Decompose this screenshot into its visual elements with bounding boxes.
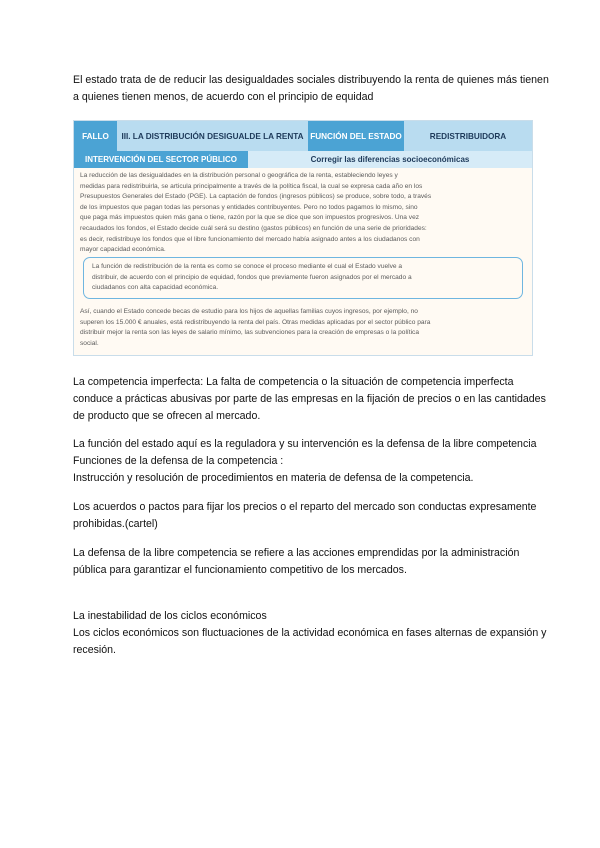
- figure-subheader-row: [74, 151, 532, 168]
- callout-text: [92, 262, 516, 294]
- figure-header-row: [74, 121, 532, 151]
- text-line: La inestabilidad de los ciclos económicos: [73, 610, 267, 622]
- figure-line: social.: [80, 339, 99, 347]
- figure-line: mayor capacidad económica.: [80, 246, 166, 254]
- text-line: prohibidas.(cartel): [73, 518, 158, 530]
- competencia-paragraph: [73, 374, 546, 425]
- figure-line: de los impuestos que pagan todas las personas y entidades contribuyentes. Pero no todos pagamos lo mismo, sino: [80, 203, 418, 211]
- text-line: Funciones de la defensa de la competencia :: [73, 455, 284, 467]
- text-line: conduce a prácticas abusivas por parte de las empresas en la fijación de precios o en las cantidades: [73, 393, 546, 405]
- subheader-intervencion: INTERVENCIÓN DEL SECTOR PÚBLICO: [74, 151, 248, 168]
- textbook-figure: [73, 120, 533, 356]
- figure-line: Así, cuando el Estado concede becas de estudio para los hijos de aquellas familias cuyos ingresos, por ejemplo, no: [80, 308, 418, 315]
- definition-callout: [83, 257, 523, 299]
- text-line: Los ciclos económicos son fluctuaciones de la actividad económica en fases alternas de expansión y: [73, 627, 547, 639]
- callout-line: ciudadanos con alta capacidad económica.: [92, 284, 219, 292]
- figure-line: medidas para redistribuirla, se articula principalmente a través de la política fiscal, la cual se expresa cada año en los: [80, 182, 423, 190]
- figure-line: que paga más impuestos quien más gana o tiene, razón por la que se dice que son impuestos progresivos. Una vez: [80, 214, 420, 222]
- text-line: La defensa de la libre competencia se refiere a las acciones emprendidas por la administración: [73, 547, 520, 559]
- figure-line: recaudados los fondos, el Estado decide cuál será su destino (gastos públicos) en función de una serie de prioridades:: [80, 224, 427, 232]
- text-line: Los acuerdos o pactos para fijar los precios o el reparto del mercado son conductas expresamente: [73, 501, 537, 513]
- text-line: de producto que se ofrecen al mercado.: [73, 410, 261, 422]
- figure-body-text: [80, 171, 526, 256]
- text-line: a quienes tienen menos, de acuerdo con el principio de equidad: [73, 91, 374, 103]
- callout-line: distribuir, de acuerdo con el principio de equidad, fondos que previamente fueron asignados por el mercado a: [92, 273, 412, 281]
- subheader-corregir: Corregir las diferencias socioeconómicas: [310, 155, 470, 164]
- figure-line: La reducción de las desigualdades en la distribución personal o geográfica de la renta, estableciendo leyes y: [80, 172, 398, 179]
- callout-line: La función de redistribución de la renta es como se conoce el proceso mediante el cual el Estado vuelve a: [92, 263, 403, 270]
- header-funcion: FUNCIÓN DEL ESTADO: [310, 131, 402, 141]
- defensa-paragraph: [73, 545, 533, 579]
- text-line: recesión.: [73, 644, 116, 656]
- figure-line: distribuir mejor la renta son las leyes de salario mínimo, las subvenciones para la creación de empresas o la política: [80, 329, 420, 337]
- text-line: pública para garantizar el funcionamiento competitivo de los mercados.: [73, 564, 407, 576]
- text-line: Instrucción y resolución de procedimientos en materia de defensa de la competencia.: [73, 472, 474, 484]
- funcion-paragraph: [73, 436, 537, 487]
- header-title: [117, 121, 308, 151]
- intro-paragraph: [73, 72, 549, 106]
- figure-footer-text: [80, 307, 526, 349]
- acuerdos-paragraph: [73, 499, 537, 533]
- ciclos-paragraph: [73, 608, 547, 659]
- header-fallo: FALLO: [82, 131, 109, 141]
- text-line: La competencia imperfecta: La falta de competencia o la situación de competencia imperfecta: [73, 376, 514, 388]
- figure-line: superen los 15.000 € anuales, está redistribuyendo la renta del país. Otras medidas aplicadas por el sector público para: [80, 318, 431, 326]
- text-line: La función del estado aquí es la reguladora y su intervención es la defensa de la libre competencia: [73, 438, 537, 450]
- header-title-line: III. LA DISTRIBUCIÓN DESIGUAL: [121, 131, 250, 141]
- figure-line: es decir, redistribuye los fondos que el libre funcionamiento del mercado había asignado antes a los ciudadanos con: [80, 235, 420, 243]
- header-redistribuidora: REDISTRIBUIDORA: [404, 121, 532, 151]
- text-line: El estado trata de de reducir las desigualdades sociales distribuyendo la renta de quienes más tienen: [73, 74, 549, 86]
- header-title-line: DE LA RENTA: [249, 131, 304, 141]
- figure-line: Presupuestos Generales del Estado (PGE). La captación de fondos (ingresos públicos) se produce, sobre todo, a través: [80, 193, 432, 201]
